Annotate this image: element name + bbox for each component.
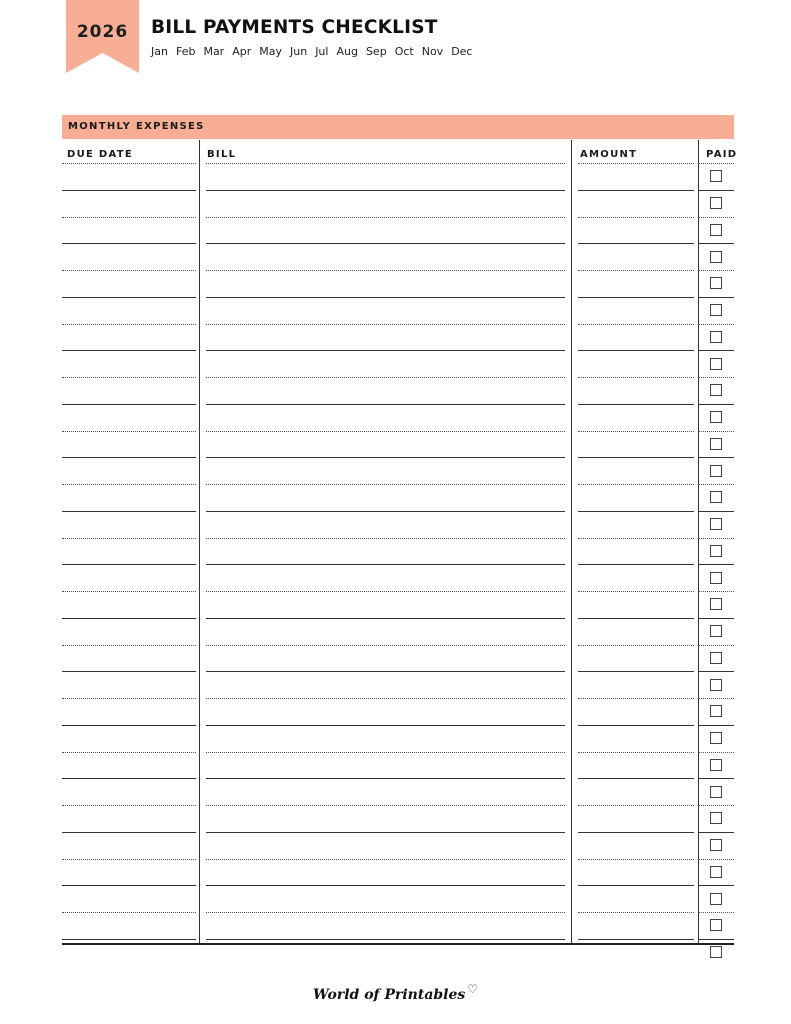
month-label: Apr <box>232 45 252 58</box>
month-label: Jan <box>151 45 168 58</box>
row-rule <box>699 671 734 672</box>
amount-field[interactable] <box>578 511 694 538</box>
amount-field[interactable] <box>578 190 694 217</box>
bill-field[interactable] <box>206 618 565 645</box>
paid-checkbox[interactable] <box>710 679 722 691</box>
section-title: MONTHLY EXPENSES <box>68 121 205 132</box>
amount-field[interactable] <box>578 885 694 912</box>
column-header-due-date: DUE DATE <box>67 149 134 160</box>
amount-field[interactable] <box>578 671 694 698</box>
due-date-field[interactable] <box>62 270 196 297</box>
bill-field[interactable] <box>206 404 565 431</box>
paid-checkbox[interactable] <box>710 197 722 209</box>
column-header-bill: BILL <box>207 149 237 160</box>
dotted-rule <box>699 270 734 271</box>
row-rule <box>699 832 734 833</box>
row-rule <box>699 457 734 458</box>
bill-field[interactable] <box>206 805 565 832</box>
paid-checkbox[interactable] <box>710 652 722 664</box>
amount-field[interactable] <box>578 564 694 591</box>
row-rule <box>699 939 734 940</box>
row-rule <box>699 350 734 351</box>
paid-checkbox[interactable] <box>710 224 722 236</box>
amount-field[interactable] <box>578 645 694 672</box>
bill-field[interactable] <box>206 457 565 484</box>
dotted-rule <box>699 538 734 539</box>
year-label: 2026 <box>76 22 129 42</box>
month-label: Feb <box>175 45 196 58</box>
paid-checkbox[interactable] <box>710 946 722 958</box>
due-date-field[interactable] <box>62 404 196 431</box>
due-date-field[interactable] <box>62 457 196 484</box>
bill-field[interactable] <box>206 564 565 591</box>
due-date-field[interactable] <box>62 217 196 244</box>
due-date-field[interactable] <box>62 350 196 377</box>
paid-checkbox[interactable] <box>710 866 722 878</box>
paid-checkbox[interactable] <box>710 839 722 851</box>
amount-field[interactable] <box>578 591 694 618</box>
footer <box>0 982 791 1004</box>
amount-field[interactable] <box>578 431 694 458</box>
column-divider <box>698 140 699 944</box>
heart-icon: ♡ <box>467 982 479 996</box>
dotted-rule <box>699 859 734 860</box>
row-rule <box>699 885 734 886</box>
bill-field[interactable] <box>206 511 565 538</box>
amount-field[interactable] <box>578 217 694 244</box>
row-rule <box>699 564 734 565</box>
bill-field[interactable] <box>206 431 565 458</box>
paid-checkbox[interactable] <box>710 732 722 744</box>
paid-checkbox[interactable] <box>710 491 722 503</box>
paid-checkbox[interactable] <box>710 358 722 370</box>
amount-field[interactable] <box>578 377 694 404</box>
amount-field[interactable] <box>578 163 694 190</box>
amount-field[interactable] <box>578 350 694 377</box>
month-label: Mar <box>203 45 225 58</box>
bill-field[interactable] <box>206 270 565 297</box>
paid-checkbox[interactable] <box>710 411 722 423</box>
bill-field[interactable] <box>206 190 565 217</box>
paid-checkbox[interactable] <box>710 919 722 931</box>
amount-field[interactable] <box>578 484 694 511</box>
due-date-field[interactable] <box>62 752 196 779</box>
dotted-rule <box>699 324 734 325</box>
amount-field[interactable] <box>578 752 694 779</box>
row-rule <box>699 778 734 779</box>
bill-field[interactable] <box>206 859 565 886</box>
month-label: Dec <box>451 45 473 58</box>
dotted-rule <box>699 805 734 806</box>
due-date-field[interactable] <box>62 885 196 912</box>
section-header <box>62 115 734 139</box>
due-date-field[interactable] <box>62 511 196 538</box>
bill-field[interactable] <box>206 324 565 351</box>
paid-checkbox[interactable] <box>710 598 722 610</box>
page-title: BILL PAYMENTS CHECKLIST <box>151 17 438 38</box>
due-date-field[interactable] <box>62 243 196 270</box>
due-date-field[interactable] <box>62 645 196 672</box>
month-label: Jun <box>290 45 308 58</box>
bill-field[interactable] <box>206 591 565 618</box>
month-label: Jul <box>315 45 329 58</box>
year-ribbon <box>66 0 139 73</box>
due-date-field[interactable] <box>62 163 196 190</box>
amount-field[interactable] <box>578 912 694 939</box>
amount-field[interactable] <box>578 778 694 805</box>
dotted-rule <box>699 752 734 753</box>
row-rule <box>699 511 734 512</box>
column-header-amount: AMOUNT <box>580 149 638 160</box>
amount-field[interactable] <box>578 404 694 431</box>
row-rule <box>699 243 734 244</box>
paid-checkbox[interactable] <box>710 625 722 637</box>
due-date-field[interactable] <box>62 698 196 725</box>
column-divider <box>571 140 572 944</box>
paid-checkbox[interactable] <box>710 251 722 263</box>
amount-field[interactable] <box>578 270 694 297</box>
paid-checkbox[interactable] <box>710 545 722 557</box>
dotted-rule <box>699 698 734 699</box>
month-label: Sep <box>365 45 387 58</box>
paid-checkbox[interactable] <box>710 705 722 717</box>
amount-field[interactable] <box>578 457 694 484</box>
month-list <box>151 45 472 58</box>
row-rule <box>699 297 734 298</box>
bill-field[interactable] <box>206 832 565 859</box>
amount-field[interactable] <box>578 859 694 886</box>
paid-checkbox[interactable] <box>710 384 722 396</box>
paid-checkbox[interactable] <box>710 893 722 905</box>
table-bottom-border <box>62 943 734 945</box>
bill-field[interactable] <box>206 725 565 752</box>
amount-field[interactable] <box>578 297 694 324</box>
amount-field[interactable] <box>578 538 694 565</box>
column-header-paid: PAID <box>706 149 738 160</box>
bill-field[interactable] <box>206 350 565 377</box>
dotted-rule <box>699 163 734 164</box>
due-date-field[interactable] <box>62 778 196 805</box>
month-label: Oct <box>394 45 414 58</box>
amount-field[interactable] <box>578 698 694 725</box>
due-date-field[interactable] <box>62 912 196 939</box>
dotted-rule <box>699 645 734 646</box>
paid-checkbox[interactable] <box>710 759 722 771</box>
brand-logo: World of Printables <box>312 987 466 1003</box>
paid-checkbox[interactable] <box>710 786 722 798</box>
due-date-field[interactable] <box>62 805 196 832</box>
amount-field[interactable] <box>578 805 694 832</box>
due-date-field[interactable] <box>62 431 196 458</box>
row-rule <box>699 618 734 619</box>
month-label: Aug <box>336 45 358 58</box>
due-date-field[interactable] <box>62 671 196 698</box>
due-date-field[interactable] <box>62 324 196 351</box>
amount-field[interactable] <box>578 243 694 270</box>
dotted-rule <box>699 217 734 218</box>
column-divider <box>199 140 200 944</box>
due-date-field[interactable] <box>62 859 196 886</box>
due-date-field[interactable] <box>62 297 196 324</box>
bill-field[interactable] <box>206 484 565 511</box>
due-date-field[interactable] <box>62 538 196 565</box>
paid-checkbox[interactable] <box>710 572 722 584</box>
paid-checkbox[interactable] <box>710 812 722 824</box>
bill-field[interactable] <box>206 297 565 324</box>
bill-field[interactable] <box>206 377 565 404</box>
due-date-field[interactable] <box>62 377 196 404</box>
amount-field[interactable] <box>578 324 694 351</box>
bill-field[interactable] <box>206 645 565 672</box>
bill-field[interactable] <box>206 698 565 725</box>
paid-checkbox[interactable] <box>710 304 722 316</box>
due-date-field[interactable] <box>62 190 196 217</box>
paid-checkbox[interactable] <box>710 465 722 477</box>
dotted-rule <box>699 377 734 378</box>
bill-field[interactable] <box>206 217 565 244</box>
month-label: May <box>259 45 282 58</box>
due-date-field[interactable] <box>62 618 196 645</box>
row-rule <box>699 190 734 191</box>
bill-field[interactable] <box>206 912 565 939</box>
due-date-field[interactable] <box>62 591 196 618</box>
paid-checkbox[interactable] <box>710 518 722 530</box>
bill-field[interactable] <box>206 671 565 698</box>
dotted-rule <box>699 591 734 592</box>
paid-checkbox[interactable] <box>710 277 722 289</box>
amount-field[interactable] <box>578 832 694 859</box>
due-date-field[interactable] <box>62 484 196 511</box>
dotted-rule <box>699 484 734 485</box>
bill-field[interactable] <box>206 538 565 565</box>
bill-field[interactable] <box>206 778 565 805</box>
row-rule <box>699 404 734 405</box>
row-rule <box>699 725 734 726</box>
due-date-field[interactable] <box>62 832 196 859</box>
bill-field[interactable] <box>206 163 565 190</box>
paid-checkbox[interactable] <box>710 170 722 182</box>
bill-field[interactable] <box>206 243 565 270</box>
month-label: Nov <box>421 45 444 58</box>
amount-field[interactable] <box>578 725 694 752</box>
due-date-field[interactable] <box>62 564 196 591</box>
dotted-rule <box>699 912 734 913</box>
bill-field[interactable] <box>206 752 565 779</box>
paid-checkbox[interactable] <box>710 331 722 343</box>
amount-field[interactable] <box>578 618 694 645</box>
bill-field[interactable] <box>206 885 565 912</box>
paid-checkbox[interactable] <box>710 438 722 450</box>
dotted-rule <box>699 431 734 432</box>
due-date-field[interactable] <box>62 725 196 752</box>
